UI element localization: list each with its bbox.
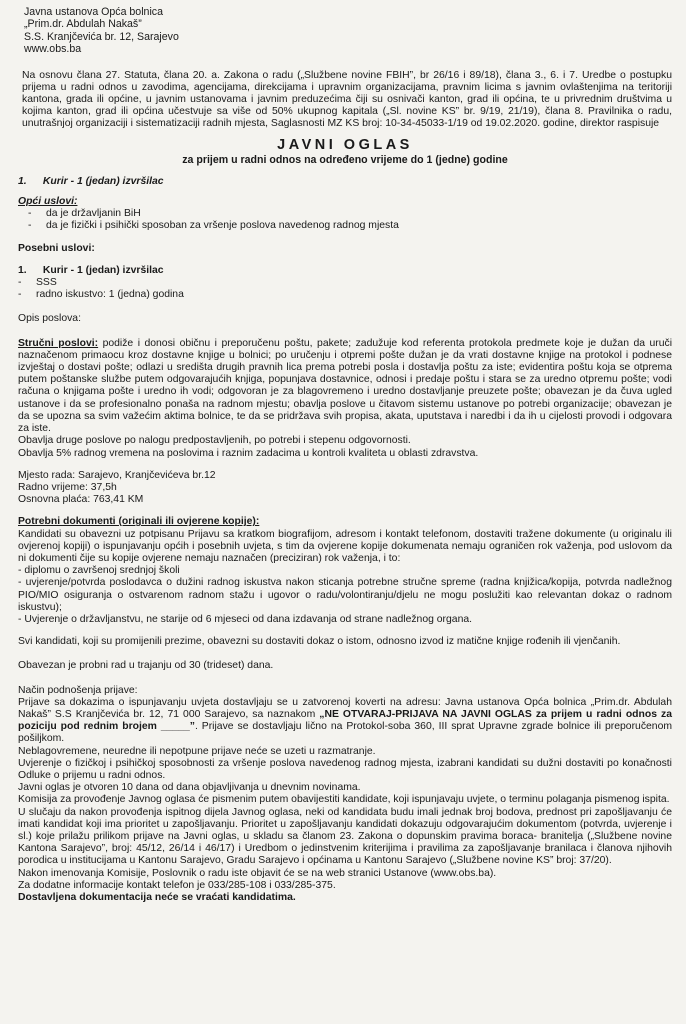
legal-basis-paragraph: Na osnovu člana 27. Statuta, člana 20. a. Zakona o radu („Službene novine FBIH”, br 26/16 i 89/18), člana 3., 6. i 7. Uredbe o postupku prijema u radni odnos u zavodima, agencijama, direkcijama i upravnim organizacijama, pravnim licima s javnim ovlaštenjima na teritoriji kantona, grada ili općine, u javnim ustanovama i javnim preduzećima čiji su osnivači kanton, grad ili općina, te u privrednim društvima u kojima kanton, grad ili općina učestvuje sa više od 50% ukupnog kapitala („Sl. novine KS” br. 9/19, 21/19), člana 8. Pravilnika o radu, unutrašnjoj organizaciji i sistematizaciji radnih mjesta, Saglasnosti MZ KS broj: 10-34-45033-1/19 od 19.02.2020. godine, direktor raspisuje (22, 69, 672, 130)
surname-change-note: Svi kandidati, koji su promijenili prezime, obavezni su dostaviti dokaz o istom, odnosno izvod iz matične knjige rođenih ili vjenčanih. (18, 636, 621, 648)
submission-paragraph: Prijave sa dokazima o ispunjavanju uvjeta dostavljaju se u zatvorenoj koverti na adresu: Javna ustanova Opća bolnica „Prim.dr. Abdulah Nakaš” S.S Kranjčevića br. 12, 71 000 Sarajevo, sa naznakom „NE OTVARAJ-PRIJAVA NA JAVNI OGLAS za prijem u radni odnos za poziciju pod rednim brojem _____”. Prijave se dostavljaju lično na Protokol-soba 360, III sprat Upravne zgrade bolnice ili preporučenom pošiljkom. (18, 696, 672, 745)
duties-extra-2: Obavlja 5% radnog vremena na poslovima i raznim zadacima u kontroli kvaliteta u oblasti zdravstva. (18, 447, 479, 459)
hospital-subname: „Prim.dr. Abdulah Nakaš” (24, 18, 142, 31)
position-name: Kurir - 1 (jedan) izvršilac (42, 175, 164, 187)
incomplete-applications-note: Neblagovremene, neuredne ili nepotpune prijave neće se uzeti u razmatranje. (18, 745, 376, 757)
duties-extra-1: Obavlja druge poslove po nalogu predpostavljenih, po potrebi i stepenu odgovornosti. (18, 435, 411, 447)
exam-notice: Komisija za provođenje Javnog oglasa će pismenim putem obavijestiti kandidate, koji ispunjavaju uvjete, o terminu polaganja pismenog ispita. (18, 794, 670, 806)
hospital-header (24, 6, 672, 56)
probation-note: Obavezan je probni rad u trajanju od 30 (trideset) dana. (18, 660, 274, 672)
contact-phone-note: Za dodatne informacije kontakt telefon je 033/285-108 i 033/285-375. (18, 879, 336, 891)
duties-heading: Stručni poslovi: (18, 337, 99, 349)
required-documents-text: Kandidati su obavezni uz potpisanu Prijavu sa kratkom biografijom, adresom i kontakt telefonom, dostaviti tražene dokumente (u originalu ili ovjerenoj kopiji) o ispunjavanju općih i posebnih uvjeta, s tim da ovjerene kopije dokumenata nemaju ograničen rok važenja, pod uslovom da ni dokumenti čije su kopije ovjerene nemaju naznačen (preciziran) rok važenja, i to: (18, 528, 672, 564)
document-subtitle: za prijem u radni odnos na određeno vrijeme do 1 (jedne) godine (182, 153, 508, 166)
general-condition-item: - da je fizički i psihički sposoban za vršenje poslova navedenog radnog mjesta (28, 220, 399, 232)
hospital-address: S.S. Kranjčevića br. 12, Sarajevo (24, 30, 179, 43)
duties-paragraph (18, 338, 672, 436)
documents-not-returned-note: Dostavljena dokumentacija neće se vraćati kandidatima. (18, 892, 296, 903)
special-position-heading (18, 265, 672, 277)
position-heading (18, 176, 672, 188)
special-condition-item: - SSS (18, 277, 57, 289)
health-certificate-note: Uvjerenje o fizičkoj i psihičkoj sposobnosti za vršenje poslova navedenog radnog mjesta, izabrani kandidati su dužni dostaviti po konačnosti Odluke o prijemu u radni odnos. (18, 757, 672, 781)
document-item: - uvjerenje/potvrda poslodavca o dužini radnog iskustva nakon sticanja potrebne stručne spreme (radna knjižica/kopija, potvrda nadležnog PIO/MIO osiguranja o ostvarenom radnom stažu i ugovor o radu/volontiranju/djelu ne mogu poslužiti kao relevantan dokaz o radnom iskustvu); (18, 577, 672, 613)
work-hours: Radno vrijeme: 37,5h (18, 481, 117, 493)
envelope-marking: „NE OTVARAJ-PRIJAVA NA JAVNI OGLAS za prijem u radni odnos za poziciju pod rednim brojem _____” (18, 708, 672, 733)
general-conditions-heading: Opći uslovi: (18, 196, 78, 208)
submission-method-label: Način podnošenja prijave: (18, 684, 138, 696)
general-condition-item: - da je državljanin BiH (28, 208, 141, 220)
hospital-name: Javna ustanova Opća bolnica (24, 6, 163, 18)
special-condition-item: - radno iskustvo: 1 (jedna) godina (18, 289, 184, 301)
duties-text: podiže i donosi običnu i preporučenu poštu, pakete; zadužuje kod referenta protokola predmete koje je dužan da uruči naznačenom primaocu kroz dostavne knjige u bolnici; po uručenju i otpremi pošte dužan je da vrati dostavne knjige na protokol i podnese izvještaj o dostavi pošte; odlazi u središta drugih pravnih lica prema potrebi posla i dostavlja poštu za iste; evidentira poštu koja se otprema putem poštanske službe putem odgovarajućih knjiga, popunjava dostavnice, odnosi i predaje poštu i stara se za uredno otpremu pošte; vodi računa o knjigama pošte i uredno ih vodi; odgovoran je za blagovremeno i uredno dostavljanje preuzete pošte; obavezan je da čuva ugled ustanove i da se profesionalno ponaša na radnom mjestu; obavlja poslove u čitavom sistemu ustanove po potrebi organizacije; obavezan je da se upozna sa svim važećim aktima bolnice, te da se pridržava svih propisa, akata, uputstava i naredbi i da ih u cijelosti provodi i odgovara za iste. (18, 337, 673, 435)
job-description-label: Opis poslova: (18, 313, 81, 325)
special-position-name: Kurir - 1 (jedan) izvršilac (42, 264, 164, 276)
commission-rules-note: Nakon imenovanja Komisije, Poslovnik o radu iste objavit će se na web stranici Ustanove (www.obs.ba). (18, 867, 497, 879)
work-location: Mjesto rada: Sarajevo, Kranjčevićeva br.12 (18, 469, 216, 481)
document-item: - diplomu o završenoj srednjoj školi (18, 565, 180, 577)
required-documents-heading: Potrebni dokumenti (originali ili ovjerene kopije): (18, 516, 260, 528)
open-period-note: Javni oglas je otvoren 10 dana od dana objavljivanja u dnevnim novinama. (18, 782, 361, 794)
special-position-number: 1. (18, 264, 27, 276)
base-salary: Osnovna plaća: 763,41 KM (18, 494, 144, 506)
hospital-website: www.obs.ba (24, 43, 82, 56)
document-title: JAVNI OGLAS (277, 136, 413, 153)
document-item: - Uvjerenje o državljanstvu, ne starije od 6 mjeseci od dana izdavanja od strane nadležnog organa. (18, 613, 473, 625)
special-conditions-heading: Posebni uslovi: (18, 242, 95, 254)
priority-employment-note: U slučaju da nakon provođenja ispitnog dijela Javnog oglasa, neki od kandidata budu imali jednak broj bodova, prednost pri zapošljavanju će imati kandidat koji ima prioritet u zapošljavanju. Prioritet u zapošljavanju kandidati dokazuju odgovarajućim dokumentom (potvrda, uvjerenje i sl.) koje prilažu prilikom prijave na Javni oglas, u skladu sa članom 23. Zakona o dopunskim pravima boraca- branitelja („Službene novine Kantona Sarajevo”, broj: 45/12, 26/14 i 46/17) i Uredbom o jedinstvenim kriterijima i pravilima za zapošljavanje branilaca i članova njihovih porodica u institucijama u Kantonu Sarajevo, Gradu Sarajevo i općinama u Kantonu Sarajevo („Službene novine KS” broj: 37/20). (18, 806, 672, 867)
position-number: 1. (18, 175, 27, 187)
